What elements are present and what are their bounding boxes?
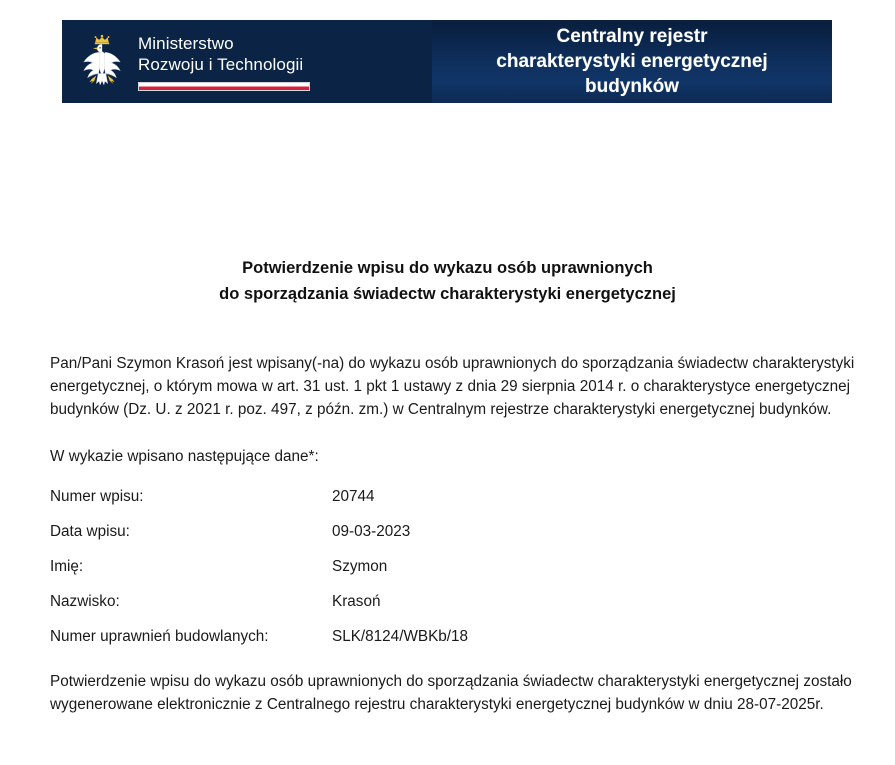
table-row	[50, 523, 670, 558]
registry-title-line-3: budynków	[585, 76, 679, 97]
entry-label: Numer uprawnień budowlanych:	[50, 628, 269, 645]
registry-title-line-1: Centralny rejestr	[556, 26, 708, 47]
ministry-name-line-2: Rozwoju i Technologii	[138, 54, 304, 74]
entry-value: 20744	[332, 488, 375, 505]
table-row	[50, 628, 670, 663]
table-row	[50, 488, 670, 523]
document-title-line-2: do sporządzania świadectw charakterystyki energetycznej	[219, 285, 676, 303]
table-row	[50, 593, 670, 628]
entry-value: Krasoń	[332, 593, 381, 610]
registry-title-block	[432, 20, 832, 103]
entry-details-table	[50, 488, 670, 663]
document-title	[0, 255, 895, 307]
entry-value: Szymon	[332, 558, 388, 575]
entry-label: Data wpisu:	[50, 523, 130, 540]
entry-label: Nazwisko:	[50, 593, 120, 610]
header-banner	[62, 20, 832, 103]
entry-details-body	[50, 488, 670, 663]
entry-label: Imię:	[50, 558, 84, 575]
polish-eagle-emblem-icon	[78, 33, 126, 91]
registry-title-line-2: charakterystyki energetycznej	[496, 51, 768, 72]
data-lead-in-text: W wykazie wpisano następujące dane*:	[50, 448, 319, 465]
entry-value: 09-03-2023	[332, 523, 411, 540]
entry-value: SLK/8124/WBKb/18	[332, 628, 469, 645]
entry-label: Numer wpisu:	[50, 488, 144, 505]
document-title-line-1: Potwierdzenie wpisu do wykazu osób uprawnionych	[242, 259, 653, 277]
ministry-branding	[62, 20, 432, 103]
ministry-name-block	[138, 33, 310, 91]
polish-flag-stripe	[138, 82, 310, 91]
table-row	[50, 558, 670, 593]
footer-paragraph: Potwierdzenie wpisu do wykazu osób uprawnionych do sporządzania świadectw charakterystyki energetycznej zostało wygenerowane elektronicznie z Centralnego rejestru charakterystyki energetycznej budynków w dniu 28-07-2025r.	[50, 673, 852, 713]
ministry-name-line-1: Ministerstwo	[138, 33, 234, 53]
intro-paragraph: Pan/Pani Szymon Krasoń jest wpisany(-na) do wykazu osób uprawnionych do sporządzania świadectw charakterystyki energetycznej, o którym mowa w art. 31 ust. 1 pkt 1 ustawy z dnia 29 sierpnia 2014 r. o charakterystyce energetycznej budynków (Dz. U. z 2021 r. poz. 497, z późn. zm.) w Centralnym rejestrze charakterystyki energetycznej budynków.	[50, 355, 855, 418]
